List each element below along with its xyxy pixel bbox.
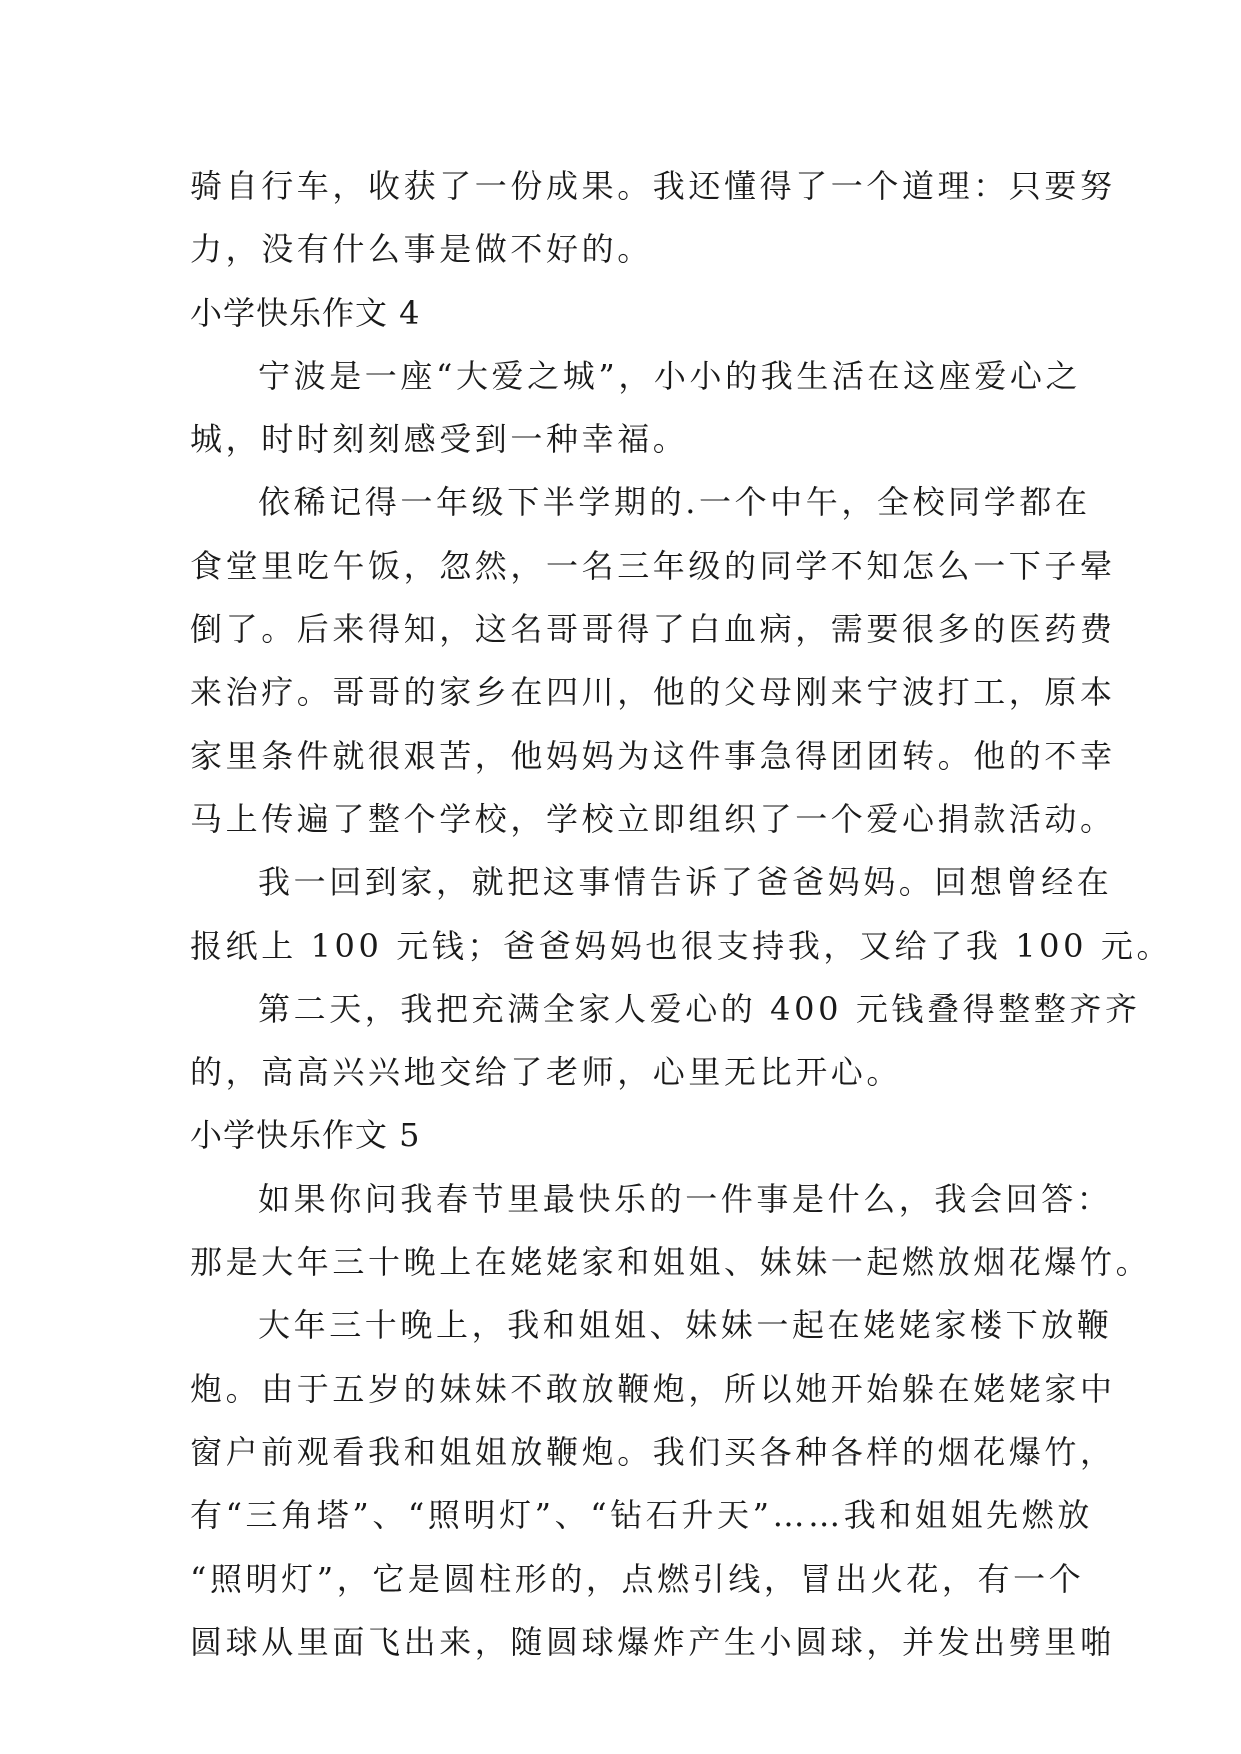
text-line: 城，时时刻刻感受到一种幸福。	[190, 420, 689, 459]
paragraph-first-line: 依稀记得一年级下半学期的.一个中午，全校同学都在	[258, 483, 1091, 522]
text-line: 的，高高兴兴地交给了老师，心里无比开心。	[190, 1053, 903, 1092]
text-line: 窗户前观看我和姐姐放鞭炮。我们买各种各样的烟花爆竹，	[190, 1432, 1116, 1471]
text-line: 圆球从里面飞出来，随圆球爆炸产生小圆球，并发出劈里啪	[190, 1622, 1116, 1661]
text-line: 马上传遍了整个学校，学校立即组织了一个爱心捐款活动。	[190, 799, 1116, 838]
paragraph-first-line: 如果你问我春节里最快乐的一件事是什么，我会回答：	[258, 1179, 1113, 1218]
text-line: 骑自行车，收获了一份成果。我还懂得了一个道理：只要努	[190, 167, 1116, 205]
section-heading: 小学快乐作文 4	[190, 293, 421, 332]
text-line: “照明灯”，它是圆柱形的，点燃引线，冒出火花，有一个	[190, 1559, 1085, 1598]
text-line: 有“三角塔”、“照明灯”、“钻石升天”……我和姐姐先燃放	[190, 1496, 1093, 1535]
section-heading: 小学快乐作文 5	[190, 1116, 421, 1155]
paragraph-first-line: 大年三十晚上，我和姐姐、妹妹一起在姥姥家楼下放鞭	[258, 1306, 1113, 1345]
text-line: 报纸上 100 元钱；爸爸妈妈也很支持我，又给了我 100 元。	[190, 926, 1173, 965]
text-line: 来治疗。哥哥的家乡在四川，他的父母刚来宁波打工，原本	[190, 673, 1116, 712]
text-line: 倒了。后来得知，这名哥哥得了白血病，需要很多的医药费	[190, 610, 1116, 649]
text-line: 食堂里吃午饭，忽然，一名三年级的同学不知怎么一下子晕	[190, 546, 1116, 585]
paragraph-first-line: 我一回到家，就把这事情告诉了爸爸妈妈。回想曾经在	[258, 863, 1113, 902]
text-line: 力，没有什么事是做不好的。	[190, 230, 653, 269]
text-line: 那是大年三十晚上在姥姥家和姐姐、妹妹一起燃放烟花爆竹。	[190, 1243, 1152, 1282]
paragraph-first-line: 宁波是一座“大爱之城”，小小的我生活在这座爱心之	[258, 356, 1082, 395]
text-line: 家里条件就很艰苦，他妈妈为这件事急得团团转。他的不幸	[190, 736, 1116, 775]
text-line: 炮。由于五岁的妹妹不敢放鞭炮，所以她开始躲在姥姥家中	[190, 1369, 1116, 1408]
document-body	[190, 155, 1173, 1674]
paragraph-first-line: 第二天，我把充满全家人爱心的 400 元钱叠得整整齐齐	[258, 989, 1141, 1028]
